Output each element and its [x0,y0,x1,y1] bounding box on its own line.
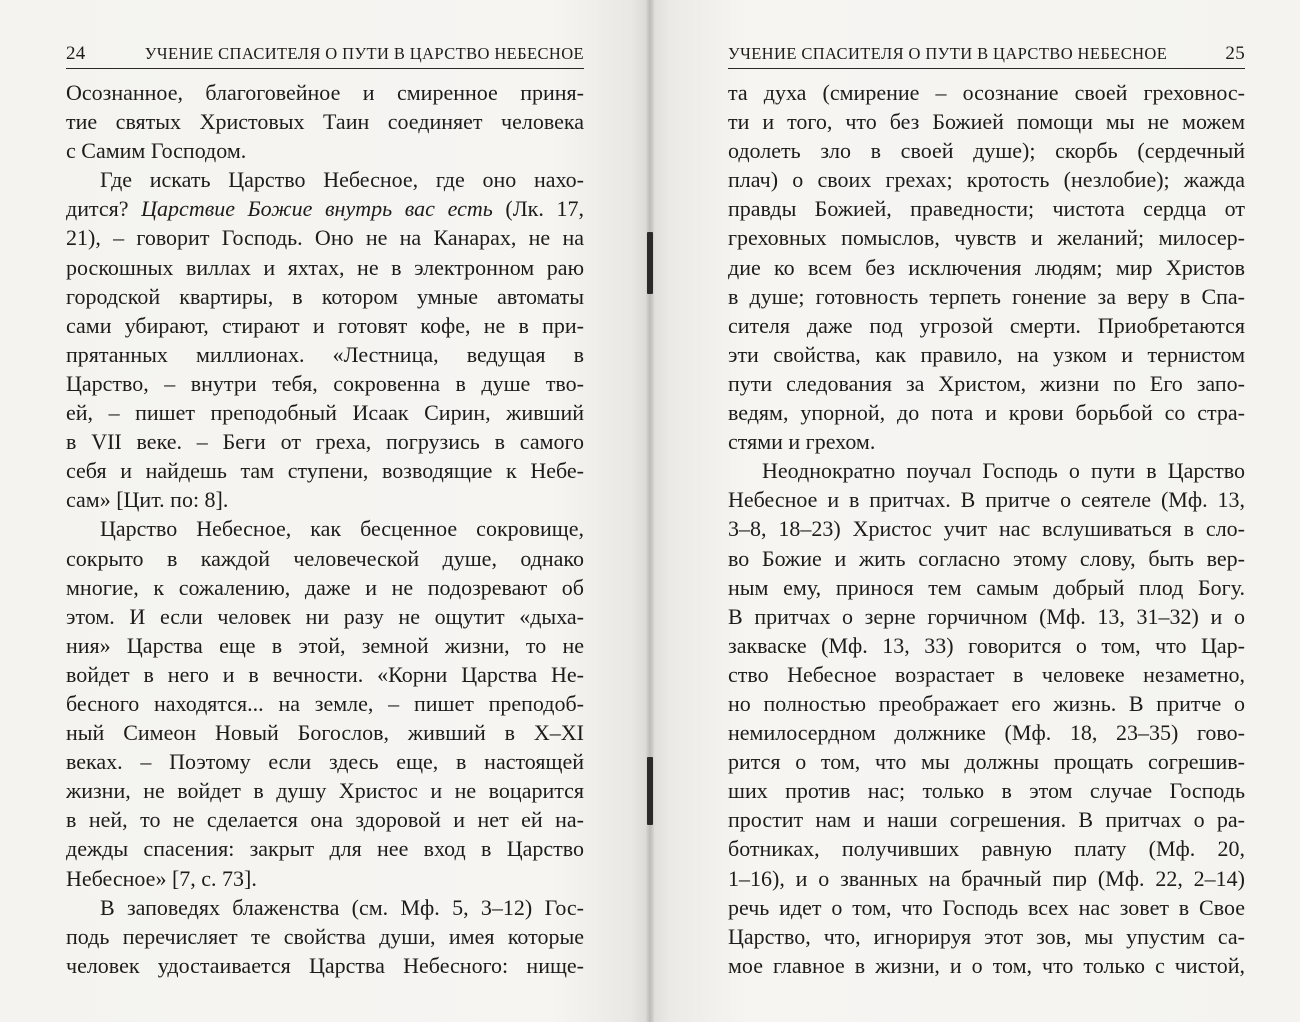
text-line: Неоднократно поучал Господь о пути в Царство [762,458,1245,484]
text-line: 3–8, 18–23) Христос учит нас вслушиваться в сло- [728,516,1245,542]
text-line: подь перечисляет те свойства души, имея которые [66,923,584,949]
text-line: ство Небесное возрастает в человеке незаметно, [728,661,1245,687]
text-line: 1–16), и о званных на брачный пир (Мф. 22, 2–14) [728,865,1245,891]
binding-staple [647,757,653,825]
text-line: городской квартиры, в котором умные автоматы [66,283,584,309]
text-line: Где искать Царство Небесное, где оно нахо- [100,167,584,193]
scripture-quote: Царствие Божие внутрь вас есть [141,196,493,222]
page-number: 25 [1225,43,1245,64]
text-line: 21), – говорит Господь. Оно не на Канарах, не на [66,225,584,251]
text-line: сокрыто в каждой человеческой душе, однако [66,545,584,571]
text-line: ботниках, получивших равную плату (Мф. 20, [728,836,1245,862]
text-line: эти свойства, как правило, на узком и тернистом [728,341,1245,367]
right-page-body [728,78,1245,980]
text-line: Небесное и в притчах. В притче о сеятеле (Мф. 13, [728,487,1245,513]
text-line: тие святых Христовых Таин соединяет человека [66,109,584,135]
text-line: ших против нас; только в этом случае Господь [728,778,1245,804]
text-line: дится? Царствие Божие внутрь вас есть (Лк. 17, [66,196,584,222]
text-line: пути следования за Христом, жизни по Его запо- [728,370,1245,396]
right-page [650,0,1300,1022]
text-line: сам» [Цит. по: 8]. [66,487,229,513]
left-page-header [66,40,584,69]
text-line: ведям, упорной, до пота и крови борьбой со стра- [728,400,1245,426]
text-line: жизни, не войдет в душу Христос и не воцарится [66,778,584,804]
text-line: бесного находятся... на земле, – пишет преподоб- [66,690,584,716]
text-line: рится о том, что мы должны прощать согрешив- [728,749,1245,775]
text-line: дие ко всем без исключения людям; мир Христов [728,254,1245,280]
right-page-header [728,40,1245,69]
text-line: Царство, – внутри тебя, сокровенна в душе тво- [66,370,584,396]
text-line: ным ему, принося тем самым добрый плод Богу. [728,574,1245,600]
text-line: плач) о своих грехах; кротость (незлобие); жажда [728,167,1245,193]
text-line: стями и грехом. [728,429,876,455]
text-line: этом. И если человек ни разу не ощутит «дыха- [66,603,584,629]
text-line: В притчах о зерне горчичном (Мф. 13, 31–32) и о [728,603,1245,629]
running-title: УЧЕНИЕ СПАСИТЕЛЯ О ПУТИ В ЦАРСТВО НЕБЕСНОЕ [144,44,584,63]
text-line: ей, – пишет преподобный Исаак Сирин, живший [66,400,584,426]
text-line: себя и найдешь там ступени, возводящие к Небе- [66,458,584,484]
text-line: та духа (смирение – осознание своей греховнос- [728,80,1245,105]
text-line: сителя даже под угрозой смерти. Приобретаются [728,312,1245,338]
running-title: УЧЕНИЕ СПАСИТЕЛЯ О ПУТИ В ЦАРСТВО НЕБЕСНОЕ [728,44,1168,63]
text-line: в VII веке. – Беги от греха, погрузись в самого [66,429,584,455]
text-line: в душе; готовность терпеть гонение за веру в Спа- [728,283,1245,309]
text-line: прятанных миллионах. «Лестница, ведущая в [66,341,584,367]
text-line: одолеть зло в своей душе); скорбь (сердечный [728,138,1245,164]
text-line: дежды спасения: закрыт для нее вход в Царство [66,836,584,862]
text-line: во Божие и жить согласно этому слову, быть вер- [728,545,1245,571]
text-line: ный Симеон Новый Богослов, живший в X–XI [66,720,584,746]
text-line: мое главное в жизни, и о том, что только с чистой, [728,952,1245,978]
text-line: сами убирают, стирают и готовят кофе, не в при- [66,312,584,338]
left-page-body [66,78,584,980]
text-line: многие, к сожалению, даже и не подозревают об [66,574,584,600]
text-line: в ней, то не сделается она здоровой и нет ей на- [66,807,584,833]
text-line: греховных помыслов, чувств и желаний; милосер- [728,225,1245,251]
page-number: 24 [66,43,86,64]
text-line: веках. – Поэтому если здесь еще, в настоящей [66,749,584,775]
text-line: Осознанное, благоговейное и смиренное приня- [66,80,584,105]
text-line: речь идет о том, что Господь всех нас зовет в Свое [728,894,1245,920]
text-line: немилосердном должнике (Мф. 18, 23–35) гово- [728,720,1245,746]
book-gutter [646,0,654,1022]
text-line: правды Божией, праведности; чистота сердца от [728,196,1245,222]
text-line: Царство, что, игнорируя этот зов, мы упустим са- [728,923,1245,949]
text-line: ния» Царства еще в этой, земной жизни, то не [66,632,584,658]
text-line: войдет в него и в вечности. «Корни Царства Не- [66,661,584,687]
text-line: но полностью преображает его жизнь. В притче о [728,690,1245,716]
text-line: Небесное» [7, с. 73]. [66,865,257,891]
text-line: Царство Небесное, как бесценное сокровище, [100,516,584,542]
text-line: ти и того, что без Божией помощи мы не можем [728,109,1245,135]
text-line: закваске (Мф. 13, 33) говорится о том, что Цар- [728,632,1245,658]
text-line: человек удостаивается Царства Небесного: нище- [66,952,584,978]
binding-staple [647,232,653,294]
text-line: В заповедях блаженства (см. Мф. 5, 3–12) Гос- [100,894,584,920]
text-line: роскошных виллах и яхтах, не в электронном раю [66,254,584,280]
text-line: с Самим Господом. [66,138,247,164]
text-line: простит нам и наши согрешения. В притчах о ра- [728,807,1245,833]
